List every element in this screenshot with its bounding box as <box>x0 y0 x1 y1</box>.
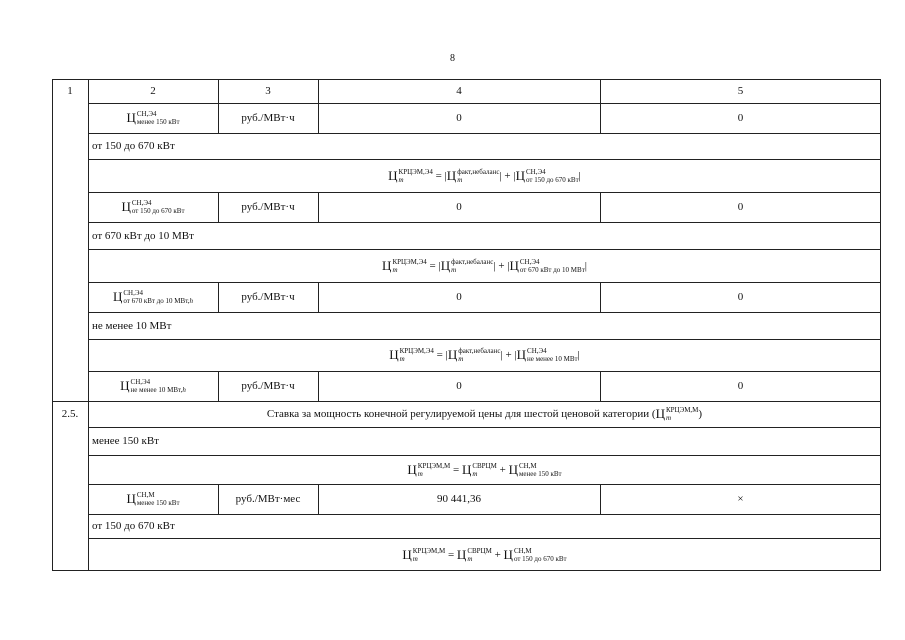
rule <box>88 192 881 193</box>
row-5-col4: 0 <box>456 291 462 303</box>
col-divider <box>600 484 601 514</box>
section-title: Ставка за мощность конечной регулируемой цены для шестой ценовой категории ( Ц КРЦЭМ,М m ) <box>266 406 703 422</box>
col-divider <box>218 371 219 401</box>
row-10-label: от 150 до 670 кВт <box>92 520 175 532</box>
row-9-col5: × <box>737 493 744 505</box>
formula-2: Ц КРЦЭМ,Э4 m = | Ц факт,небаланс m | + | Ц СН,Э4 от 670 кВт до 10 МВт | <box>382 257 587 274</box>
row-1-col5: 0 <box>737 112 744 124</box>
rule <box>88 538 881 539</box>
col-divider <box>318 484 319 514</box>
formula-1: Ц КРЦЭМ,Э4 m = | Ц факт,небаланс m | + | Ц СН,Э4 от 150 до 670 кВт | <box>388 167 581 184</box>
col-divider <box>218 192 219 222</box>
formula-5: Ц КРЦЭМ,М m = Ц СВРЦМ m + Ц СН,М от 150 до 670 кВт <box>402 546 567 563</box>
row-3-symbol: Ц СН,Э4 от 150 до 670 кВт <box>121 199 185 215</box>
page-number: 8 <box>450 53 455 64</box>
row-1-unit: руб./МВт·ч <box>241 112 295 124</box>
row-9-unit: руб./МВт·мес <box>235 493 301 505</box>
tariff-table <box>52 79 881 571</box>
col-divider <box>318 192 319 222</box>
col-divider <box>600 79 601 133</box>
col-divider <box>318 282 319 312</box>
col-divider <box>318 371 319 401</box>
col-divider <box>218 79 219 133</box>
formula-4: Ц КРЦЭМ,М m = Ц СВРЦМ m + Ц СН,М менее 150 кВт <box>407 461 562 478</box>
rule <box>88 249 881 250</box>
col-divider <box>600 192 601 222</box>
col-divider <box>600 371 601 401</box>
row-9-col4: 90 441,36 <box>437 493 481 505</box>
header-col-4: 4 <box>456 85 462 97</box>
formula-3: Ц КРЦЭМ,Э4 m = | Ц факт,небаланс m | + | Ц СН,Э4 не менее 10 МВт | <box>389 347 580 363</box>
row-3-unit: руб./МВт·ч <box>241 201 295 213</box>
table-border-bottom <box>52 570 881 571</box>
rule <box>88 282 881 283</box>
row-5-symbol: Ц СН,Э4 от 670 кВт до 10 МВт,h <box>113 289 193 305</box>
row-6-label: не менее 10 МВт <box>92 319 172 332</box>
rule <box>88 339 881 340</box>
row-3-col4: 0 <box>456 201 462 213</box>
col-divider <box>218 282 219 312</box>
row-7-symbol: Ц СН,Э4 не менее 10 МВт,h <box>120 378 186 394</box>
row-1-col4: 0 <box>456 112 462 124</box>
row-7-unit: руб./МВт·ч <box>241 380 295 392</box>
table-border-left <box>52 79 53 571</box>
row-5-unit: руб./МВт·ч <box>241 291 295 303</box>
rule <box>88 103 881 104</box>
row-4-label: от 670 кВт до 10 МВт <box>92 229 194 242</box>
rule <box>88 484 881 485</box>
row-9-symbol: Ц СН,М менее 150 кВт <box>126 491 180 507</box>
rule <box>88 159 881 160</box>
row-7-col5: 0 <box>737 380 744 392</box>
rule <box>88 133 881 134</box>
rule <box>88 371 881 372</box>
table-border-right <box>880 79 881 571</box>
table-border-top <box>52 79 881 80</box>
rule <box>88 514 881 515</box>
header-col-2: 2 <box>150 85 156 97</box>
header-col-5: 5 <box>737 85 744 97</box>
rule <box>88 312 881 313</box>
rule <box>88 427 881 428</box>
row-5-col5: 0 <box>737 291 744 303</box>
col-divider-1 <box>88 79 89 571</box>
row-8-label: менее 150 кВт <box>92 435 159 447</box>
section-number: 2.5. <box>61 408 79 420</box>
rule <box>88 455 881 456</box>
rule <box>88 222 881 223</box>
header-col-1: 1 <box>67 85 73 97</box>
row-2-label: от 150 до 670 кВт <box>92 140 175 152</box>
row-3-col5: 0 <box>737 201 744 213</box>
col-divider <box>600 282 601 312</box>
col-divider <box>318 79 319 133</box>
header-col-3: 3 <box>265 85 271 97</box>
row-1-symbol: Ц СН,Э4 менее 150 кВт <box>126 110 180 126</box>
rule <box>52 401 881 402</box>
row-7-col4: 0 <box>456 380 462 392</box>
col-divider <box>218 484 219 514</box>
